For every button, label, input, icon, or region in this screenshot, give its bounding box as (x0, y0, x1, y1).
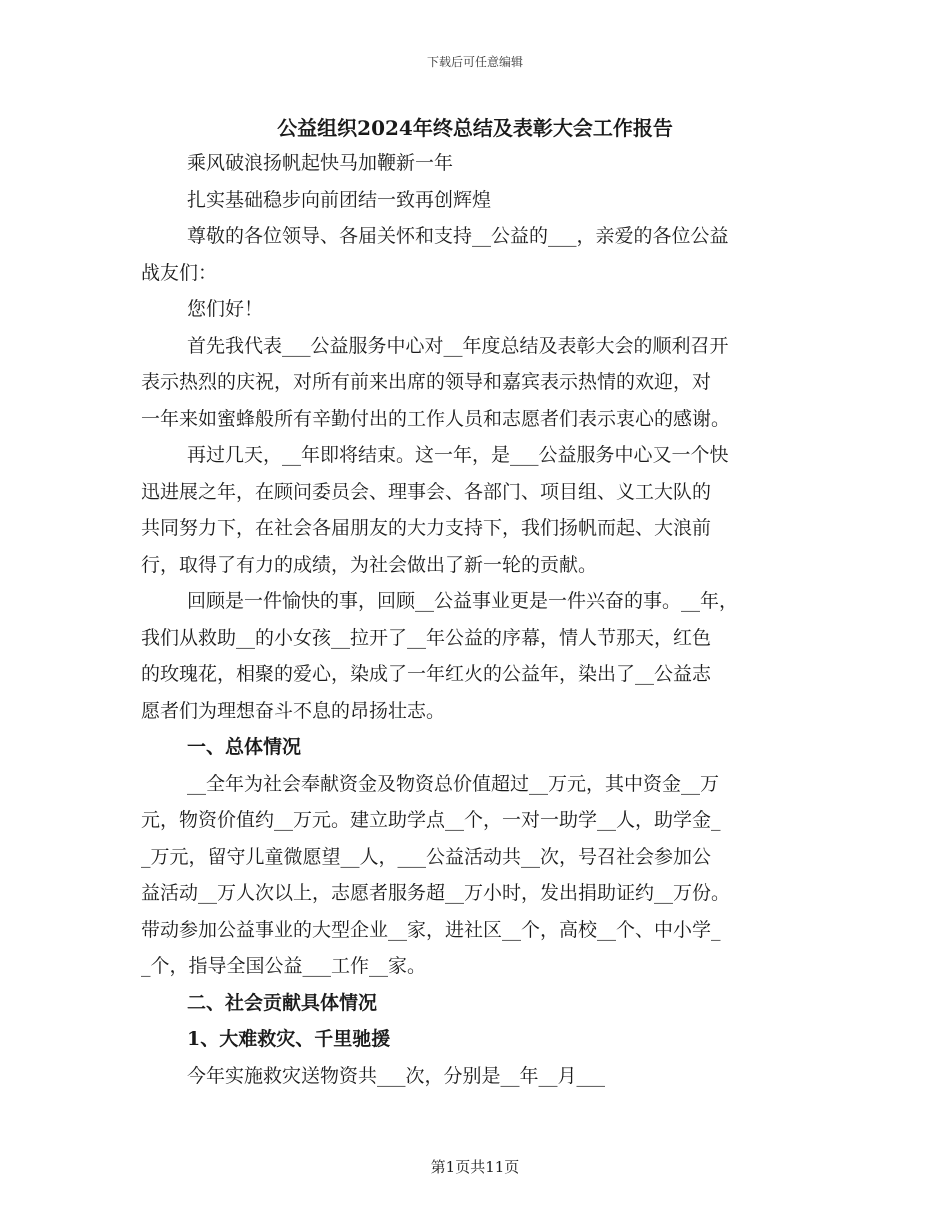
section-heading: 一、总体情况 (187, 736, 302, 758)
paragraph-line: 回顾是一件愉快的事，回顾__公益事业更是一件兴奋的事。__年， (187, 590, 739, 612)
paragraph-line: __全年为社会奉献资金及物资总价值超过__万元，其中资金__万 (187, 772, 720, 795)
paragraph-line: 战友们： (141, 261, 218, 284)
paragraph-line: 元，物资价值约__万元。建立助学点__个，一对一助学__人，助学金_ (141, 809, 721, 831)
document-title: 公益组织2024年终总结及表彰大会工作报告 (277, 116, 673, 140)
paragraph-line: 今年实施救灾送物资共___次，分别是__年__月___ (187, 1064, 606, 1087)
page-number-footer: 第1页共11页 (430, 1158, 520, 1176)
paragraph-line: 的玫瑰花，相聚的爱心，染成了一年红火的公益年，染出了__公益志 (141, 663, 712, 685)
paragraph-line: 愿者们为理想奋斗不息的昂扬壮志。 (141, 699, 446, 722)
paragraph-line: 再过几天，__年即将结束。这一年，是___公益服务中心又一个快 (187, 444, 729, 466)
paragraph-line: 乘风破浪扬帆起快马加鞭新一年 (187, 152, 454, 174)
document-body (141, 145, 811, 1094)
paragraph-line: 益活动__万人次以上，志愿者服务超__万小时，发出捐助证约__万份。 (141, 882, 731, 904)
paragraph-line: 迅进展之年，在顾问委员会、理事会、各部门、项目组、义工大队的 (141, 480, 712, 503)
paragraph-line: _万元，留守儿童微愿望__人，___公益活动共__次，号召社会参加公 (141, 845, 712, 868)
paragraph-line: 扎实基础稳步向前团结一致再创辉煌 (187, 188, 492, 211)
section-heading: 1、大难救灾、千里驰援 (187, 1028, 391, 1050)
paragraph-line: 首先我代表___公益服务中心对__年度总结及表彰大会的顺利召开 (187, 334, 729, 357)
paragraph-line: 我们从救助__的小女孩__拉开了__年公益的序幕，情人节那天，红色 (141, 626, 712, 649)
header-note: 下载后可任意编辑 (426, 55, 523, 69)
paragraph-line: 带动参加公益事业的大型企业__家，进社区__个，高校__个、中小学_ (141, 918, 721, 941)
paragraph-line: 尊敬的各位领导、各届关怀和支持__公益的___，亲爱的各位公益 (187, 225, 729, 247)
paragraph-line: _个，指导全国公益___工作__家。 (141, 955, 427, 977)
paragraph-line: 行，取得了有力的成绩，为社会做出了新一轮的贡献。 (141, 553, 598, 576)
paragraph-line: 一年来如蜜蜂般所有辛勤付出的工作人员和志愿者们表示衷心的感谢。 (141, 407, 731, 430)
paragraph-line: 表示热烈的庆祝，对所有前来出席的领导和嘉宾表示热情的欢迎，对 (141, 371, 712, 393)
section-heading: 二、社会贡献具体情况 (187, 991, 378, 1014)
paragraph-line: 共同努力下，在社会各届朋友的大力支持下，我们扬帆而起、大浪前 (141, 517, 712, 539)
paragraph-line: 您们好！ (187, 298, 264, 320)
